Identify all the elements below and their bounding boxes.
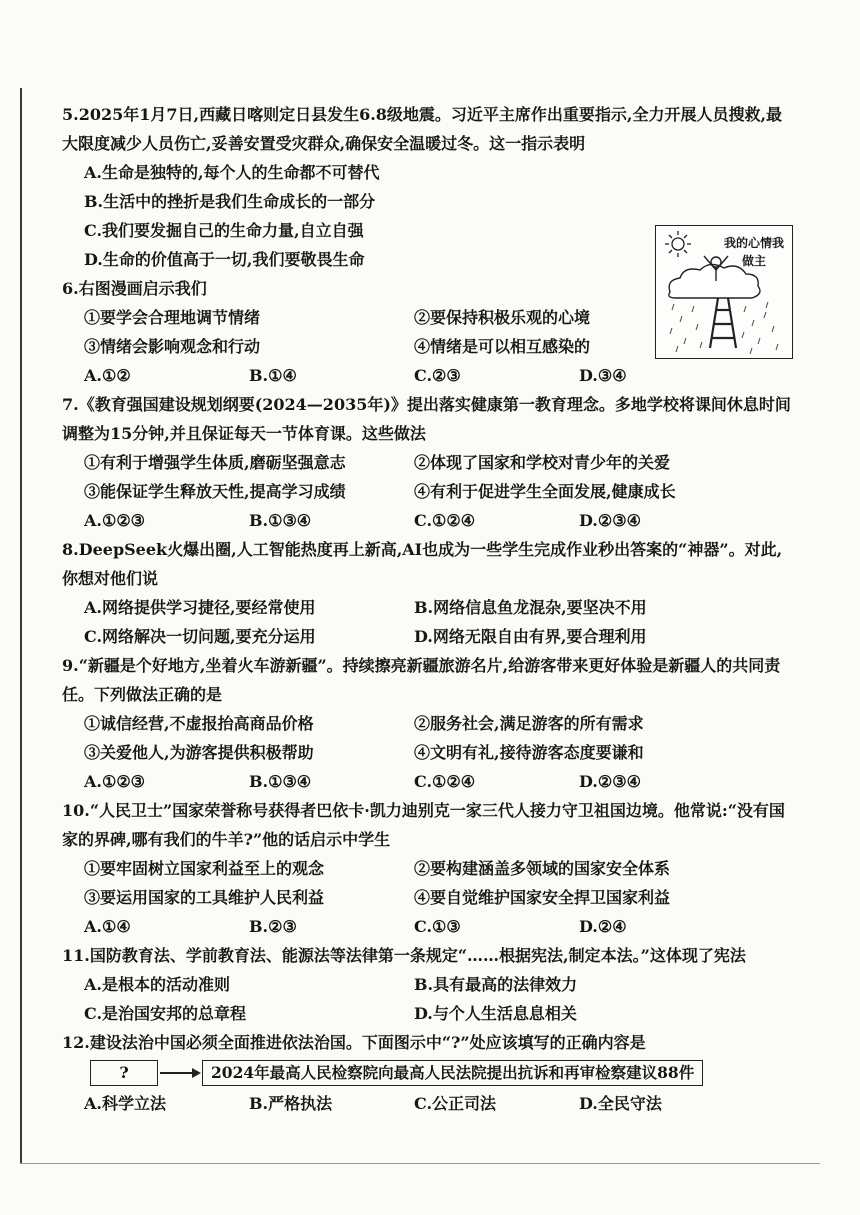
option-b[interactable]: B.①③④ bbox=[249, 511, 312, 530]
option-d[interactable]: D.②④ bbox=[579, 917, 627, 936]
statement-3: ③关爱他人,为游客提供积极帮助 bbox=[84, 743, 314, 762]
statement-4: ④情绪是可以相互感染的 bbox=[414, 337, 591, 356]
option-c[interactable]: C.①②④ bbox=[414, 772, 476, 791]
option-b[interactable]: B.严格执法 bbox=[249, 1094, 333, 1113]
option-b[interactable]: B.①③④ bbox=[249, 772, 312, 791]
statement-1: ①诚信经营,不虚报抬高商品价格 bbox=[84, 714, 314, 733]
question-stem: 6.右图漫画启示我们 bbox=[62, 279, 207, 298]
option-c[interactable]: C.是治国安邦的总章程 bbox=[84, 1004, 247, 1023]
option-a[interactable]: A.科学立法 bbox=[84, 1094, 166, 1113]
statement-3: ③能保证学生释放天性,提高学习成绩 bbox=[84, 482, 346, 501]
question-stem: 5.2025年1月7日,西藏日喀则定日县发生6.8级地震。习近平主席作出重要指示,全力开展人员搜救,最大限度减少人员伤亡,妥善安置受灾群众,确保安全温暖过冬。这一指示表明 bbox=[62, 105, 783, 153]
options-row bbox=[62, 912, 797, 941]
question-stem: 7.《教育强国建设规划纲要(2024—2035年)》提出落实健康第一教育理念。多地学校将课间休息时间调整为15分钟,并且保证每天一节体育课。这些做法 bbox=[62, 395, 791, 443]
flow-diagram bbox=[90, 1060, 797, 1086]
option-a[interactable]: A.网络提供学习捷径,要经常使用 bbox=[84, 598, 316, 617]
statement-4: ④有利于促进学生全面发展,健康成长 bbox=[414, 482, 676, 501]
option-b[interactable]: B.网络信息鱼龙混杂,要坚决不用 bbox=[414, 598, 647, 617]
question-8 bbox=[62, 535, 797, 651]
option-a[interactable]: A.①②③ bbox=[84, 511, 146, 530]
option-c[interactable]: C.我们要发掘自己的生命力量,自立自强 bbox=[84, 221, 364, 240]
option-c[interactable]: C.①③ bbox=[414, 917, 461, 936]
statement-row bbox=[62, 738, 797, 767]
statement-1: ①要学会合理地调节情绪 bbox=[84, 308, 261, 327]
flow-text-box: 2024年最高人民检察院向最高人民法院提出抗诉和再审检察建议88件 bbox=[202, 1060, 703, 1086]
question-stem: 10.“人民卫士”国家荣誉称号获得者巴依卡·凯力迪别克一家三代人接力守卫祖国边境。他常说:“没有国家的界碑,哪有我们的牛羊?”他的话启示中学生 bbox=[62, 801, 785, 849]
statement-row bbox=[62, 709, 797, 738]
question-stem: 11.国防教育法、学前教育法、能源法等法律第一条规定“……根据宪法,制定本法。”这体现了宪法 bbox=[62, 946, 746, 965]
ladder-icon bbox=[710, 298, 736, 348]
option-c[interactable]: C.①②④ bbox=[414, 511, 476, 530]
statement-3: ③要运用国家的工具维护人民利益 bbox=[84, 888, 325, 907]
option-a[interactable]: A.①② bbox=[84, 366, 131, 385]
statement-2: ②服务社会,满足游客的所有需求 bbox=[414, 714, 644, 733]
option-b[interactable]: B.②③ bbox=[249, 917, 297, 936]
options-row bbox=[62, 622, 797, 651]
option-d[interactable]: D.②③④ bbox=[579, 511, 641, 530]
question-9 bbox=[62, 651, 797, 796]
statement-row bbox=[62, 883, 797, 912]
question-11 bbox=[62, 941, 797, 1028]
question-stem: 12.建设法治中国必须全面推进依法治国。下面图示中“?”处应该填写的正确内容是 bbox=[62, 1033, 646, 1052]
option-c[interactable]: C.网络解决一切问题,要充分运用 bbox=[84, 627, 316, 646]
question-7 bbox=[62, 390, 797, 535]
options-row bbox=[62, 361, 797, 390]
statement-4: ④文明有礼,接待游客态度要谦和 bbox=[414, 743, 644, 762]
options-row bbox=[62, 999, 797, 1028]
option-a[interactable]: A.①④ bbox=[84, 917, 131, 936]
options-row bbox=[62, 506, 797, 535]
question-10 bbox=[62, 796, 797, 941]
option-d[interactable]: D.全民守法 bbox=[579, 1094, 662, 1113]
option-d[interactable]: D.网络无限自由有界,要合理利用 bbox=[414, 627, 647, 646]
option-c[interactable]: C.公正司法 bbox=[414, 1094, 497, 1113]
cartoon-caption: 我的心情我做主 bbox=[724, 236, 785, 268]
option-a[interactable]: A.是根本的活动准则 bbox=[84, 975, 230, 994]
question-stem: 8.DeepSeek火爆出圈,人工智能热度再上新高,AI也成为一些学生完成作业秒出答案的“神器”。对此,你想对他们说 bbox=[62, 540, 783, 588]
statement-row bbox=[62, 448, 797, 477]
statement-2: ②要保持积极乐观的心境 bbox=[414, 308, 591, 327]
options-row bbox=[62, 767, 797, 796]
sun-icon bbox=[665, 231, 691, 257]
statement-2: ②要构建涵盖多领域的国家安全体系 bbox=[414, 859, 671, 878]
options-row bbox=[62, 593, 797, 622]
statement-3: ③情绪会影响观念和行动 bbox=[84, 337, 261, 356]
question-stem: 9.“新疆是个好地方,坐着火车游新疆”。持续擦亮新疆旅游名片,给游客带来更好体验是新疆人的共同责任。下列做法正确的是 bbox=[62, 656, 781, 704]
statement-2: ②体现了国家和学校对青少年的关爱 bbox=[414, 453, 671, 472]
statement-1: ①要牢固树立国家利益至上的观念 bbox=[84, 859, 325, 878]
statement-row bbox=[62, 477, 797, 506]
option-a[interactable]: A.①②③ bbox=[84, 772, 146, 791]
option-b[interactable]: B.生活中的挫折是我们生命成长的一部分 bbox=[84, 192, 376, 211]
option-a[interactable]: A.生命是独特的,每个人的生命都不可替代 bbox=[84, 163, 380, 182]
statement-4: ④要自觉维护国家安全捍卫国家利益 bbox=[414, 888, 671, 907]
question-12 bbox=[62, 1028, 797, 1118]
option-b[interactable]: B.具有最高的法律效力 bbox=[414, 975, 578, 994]
mood-cartoon bbox=[655, 225, 793, 359]
flow-blank-box: ? bbox=[90, 1060, 158, 1086]
option-b[interactable]: B.①④ bbox=[249, 366, 297, 385]
page-left-rule bbox=[20, 88, 22, 1163]
option-d[interactable]: D.生命的价值高于一切,我们要敬畏生命 bbox=[84, 250, 365, 269]
option-d[interactable]: D.③④ bbox=[579, 366, 627, 385]
statement-1: ①有利于增强学生体质,磨砺坚强意志 bbox=[84, 453, 346, 472]
bottom-rule bbox=[20, 1163, 820, 1164]
options-row bbox=[62, 970, 797, 999]
option-d[interactable]: D.②③④ bbox=[579, 772, 641, 791]
statement-row bbox=[62, 854, 797, 883]
option-c[interactable]: C.②③ bbox=[414, 366, 461, 385]
option-d[interactable]: D.与个人生活息息相关 bbox=[414, 1004, 577, 1023]
options-row bbox=[62, 1089, 797, 1118]
arrow-right-icon bbox=[158, 1066, 202, 1080]
